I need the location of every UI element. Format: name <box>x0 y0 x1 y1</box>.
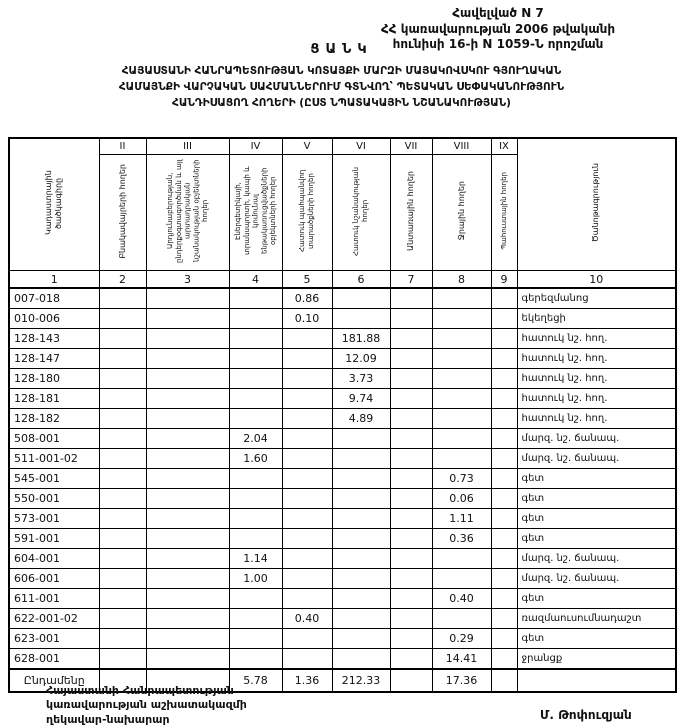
area-value-cell <box>390 529 432 549</box>
area-value-cell <box>229 369 282 389</box>
note-cell: գետ <box>517 509 676 529</box>
cadastral-code-cell: 508-001 <box>9 429 99 449</box>
area-value-cell <box>229 349 282 369</box>
area-value-cell <box>432 609 491 629</box>
area-value-cell: 0.36 <box>432 529 491 549</box>
area-value-cell <box>229 469 282 489</box>
area-value-cell <box>432 549 491 569</box>
cadastral-code-cell: 628-001 <box>9 649 99 670</box>
area-value-cell <box>390 549 432 569</box>
cadastral-code-cell: 623-001 <box>9 629 99 649</box>
area-value-cell <box>229 609 282 629</box>
area-value-cell <box>146 549 229 569</box>
table-row <box>9 329 676 349</box>
area-value-cell <box>491 549 517 569</box>
area-value-cell: 1.36 <box>282 669 332 692</box>
cadastral-code-cell: 128-143 <box>9 329 99 349</box>
area-value-cell <box>390 589 432 609</box>
area-value-cell <box>332 609 390 629</box>
area-value-cell <box>390 309 432 329</box>
area-value-cell <box>99 309 146 329</box>
header-cadastral-code <box>9 138 99 271</box>
subtitle-line-3: ՀԱՆԴԻՍԱՑՈՂ ՀՈՂԵՐԻ (ԸՍՏ ՆՊԱՏԱԿԱՅԻՆ ՆՇԱՆԱԿՈՒԹՅԱՆ) <box>172 96 511 109</box>
area-value-cell <box>332 288 390 309</box>
table-row <box>9 389 676 409</box>
table-row <box>9 409 676 429</box>
table-row <box>9 649 676 670</box>
total-label-cell: Ընդամենը <box>9 669 99 692</box>
area-value-cell <box>146 409 229 429</box>
area-value-cell <box>491 429 517 449</box>
area-value-cell <box>229 509 282 529</box>
area-value-cell: 1.14 <box>229 549 282 569</box>
area-value-cell <box>229 529 282 549</box>
cadastral-code-cell: 573-001 <box>9 509 99 529</box>
area-value-cell <box>491 349 517 369</box>
area-value-cell <box>146 429 229 449</box>
area-value-cell <box>146 349 229 369</box>
area-value-cell <box>146 469 229 489</box>
header-reserve-lands: Պահուստային հողեր <box>491 155 517 271</box>
cadastral-code-cell: 511-001-02 <box>9 449 99 469</box>
area-value-cell: 0.10 <box>282 309 332 329</box>
area-value-cell <box>432 288 491 309</box>
area-value-cell <box>332 309 390 329</box>
cadastral-code-cell: 128-182 <box>9 409 99 429</box>
note-cell: հատուկ նշ. հող. <box>517 389 676 409</box>
header-forest-lands: Անտառային հողեր <box>390 155 432 271</box>
area-value-cell <box>491 589 517 609</box>
table-row <box>9 449 676 469</box>
table-row <box>9 509 676 529</box>
area-value-cell <box>146 449 229 469</box>
area-value-cell <box>432 329 491 349</box>
note-cell: ռազմաուսումնադաշտ <box>517 609 676 629</box>
area-value-cell <box>146 589 229 609</box>
area-value-cell <box>390 649 432 670</box>
col-num-6: 6 <box>332 271 390 289</box>
area-value-cell: 0.86 <box>282 288 332 309</box>
area-value-cell <box>390 669 432 692</box>
note-cell: գետ <box>517 529 676 549</box>
area-value-cell: 3.73 <box>332 369 390 389</box>
header-settlement-lands: Բնակավայրերի հողեր <box>99 155 146 271</box>
roman-numeral-row <box>9 138 676 155</box>
area-value-cell <box>282 569 332 589</box>
subtitle-line-1: ՀԱՅԱՍՏԱՆԻ ՀԱՆՐԱՊԵՏՈՒԹՅԱՆ ԿՈՏԱՅՔԻ ՄԱՐԶԻ ՄԱՅԱԿՈՎՍԿՈՒ ԳՅՈՒՂԱԿԱՆ <box>121 65 562 77</box>
area-value-cell <box>390 629 432 649</box>
area-value-cell <box>282 409 332 429</box>
note-cell: գետ <box>517 629 676 649</box>
table-row <box>9 489 676 509</box>
area-value-cell <box>146 369 229 389</box>
note-cell: գերեզմանոց <box>517 288 676 309</box>
subtitle-line-2: ՀԱՄԱՅՆՔԻ ՎԱՐՉԱԿԱՆ ՍԱՀՄԱՆՆԵՐՈՒՄ ԳՏՆՎՈՂ՝ ՊԵՏԱԿԱՆ ՍԵՓԱԿԱՆՈՒԹՅՈՒՆ <box>118 80 565 93</box>
area-value-cell <box>332 549 390 569</box>
note-cell: գետ <box>517 489 676 509</box>
note-cell: հատուկ նշ. հող. <box>517 329 676 349</box>
area-value-cell <box>282 389 332 409</box>
cadastral-code-cell: 604-001 <box>9 549 99 569</box>
area-value-cell <box>332 589 390 609</box>
cadastral-code-cell: 128-147 <box>9 349 99 369</box>
area-value-cell <box>229 629 282 649</box>
area-value-cell <box>229 389 282 409</box>
area-value-cell <box>282 589 332 609</box>
area-value-cell <box>282 629 332 649</box>
area-value-cell <box>432 429 491 449</box>
area-value-cell <box>99 529 146 549</box>
roman-vii: VII <box>390 138 432 155</box>
area-value-cell <box>332 449 390 469</box>
area-value-cell <box>229 489 282 509</box>
column-number-row <box>9 271 676 289</box>
area-value-cell <box>491 529 517 549</box>
area-value-cell <box>146 649 229 670</box>
note-cell: գետ <box>517 469 676 489</box>
area-value-cell <box>146 569 229 589</box>
decree-line-2: հունիսի 16-ի N 1059-Ն որոշման <box>392 37 604 52</box>
area-value-cell <box>229 409 282 429</box>
area-value-cell: 2.04 <box>229 429 282 449</box>
area-value-cell <box>99 288 146 309</box>
area-value-cell <box>282 529 332 549</box>
note-cell: հատուկ նշ. հող. <box>517 349 676 369</box>
note-column-label: Ծանոթագրություն <box>591 163 601 243</box>
area-value-cell <box>491 489 517 509</box>
area-value-cell <box>282 329 332 349</box>
area-value-cell <box>432 389 491 409</box>
area-value-cell <box>146 609 229 629</box>
area-value-cell <box>282 509 332 529</box>
area-value-cell <box>146 288 229 309</box>
area-value-cell <box>332 569 390 589</box>
footer-office-block <box>46 684 247 727</box>
area-value-cell <box>282 549 332 569</box>
area-value-cell <box>99 389 146 409</box>
table-row <box>9 609 676 629</box>
note-cell: գետ <box>517 589 676 609</box>
area-value-cell <box>332 649 390 670</box>
note-cell: մարզ. նշ. ճանապ. <box>517 569 676 589</box>
area-value-cell <box>99 329 146 349</box>
area-value-cell <box>390 449 432 469</box>
area-value-cell <box>491 649 517 670</box>
area-value-cell <box>491 609 517 629</box>
area-value-cell: 212.33 <box>332 669 390 692</box>
area-value-cell <box>390 489 432 509</box>
area-value-cell <box>491 329 517 349</box>
area-value-cell <box>390 369 432 389</box>
area-value-cell <box>432 369 491 389</box>
area-value-cell <box>99 349 146 369</box>
land-categories-table <box>8 137 677 693</box>
area-value-cell <box>229 329 282 349</box>
area-value-cell <box>332 429 390 449</box>
cadastral-code-cell: 128-180 <box>9 369 99 389</box>
area-value-cell <box>432 569 491 589</box>
area-value-cell <box>229 649 282 670</box>
area-value-cell: 9.74 <box>332 389 390 409</box>
area-value-cell <box>491 669 517 692</box>
area-value-cell: 0.73 <box>432 469 491 489</box>
header-water-lands: Ջրային հողեր <box>432 155 491 271</box>
area-value-cell <box>146 329 229 349</box>
table-row <box>9 288 676 309</box>
area-value-cell <box>99 549 146 569</box>
document-subtitle <box>0 64 683 111</box>
area-value-cell <box>282 369 332 389</box>
table-row <box>9 529 676 549</box>
note-cell: հատուկ նշ. հող. <box>517 369 676 389</box>
area-value-cell <box>432 349 491 369</box>
area-value-cell <box>491 449 517 469</box>
note-cell: մարզ. նշ. ճանապ. <box>517 549 676 569</box>
area-value-cell <box>282 449 332 469</box>
table-body <box>9 288 676 692</box>
area-value-cell <box>146 309 229 329</box>
col-num-3: 3 <box>146 271 229 289</box>
cadastral-code-cell: 606-001 <box>9 569 99 589</box>
area-value-cell <box>491 509 517 529</box>
area-value-cell <box>146 489 229 509</box>
col-num-7: 7 <box>390 271 432 289</box>
annex-number: Հավելված N 7 <box>452 6 544 20</box>
table-row <box>9 309 676 329</box>
area-value-cell <box>282 469 332 489</box>
area-value-cell <box>99 509 146 529</box>
cadastral-code-cell: 611-001 <box>9 589 99 609</box>
table-row <box>9 589 676 609</box>
roman-vi: VI <box>332 138 390 155</box>
area-value-cell <box>432 309 491 329</box>
area-value-cell: 0.06 <box>432 489 491 509</box>
col-num-2: 2 <box>99 271 146 289</box>
cadastral-code-cell: 128-181 <box>9 389 99 409</box>
area-value-cell <box>390 469 432 489</box>
area-value-cell <box>332 509 390 529</box>
document-title: ՑԱՆԿ <box>310 42 373 57</box>
table-row <box>9 349 676 369</box>
note-cell: եկեղեցի <box>517 309 676 329</box>
area-value-cell: 1.60 <box>229 449 282 469</box>
roman-ii: II <box>99 138 146 155</box>
area-value-cell: 1.11 <box>432 509 491 529</box>
table-row <box>9 569 676 589</box>
area-value-cell: 14.41 <box>432 649 491 670</box>
footer-line-3: ղեկավար-նախարար <box>46 712 170 726</box>
area-value-cell <box>99 649 146 670</box>
table-row <box>9 369 676 389</box>
decree-line-1: ՀՀ կառավարության 2006 թվականի <box>380 21 616 36</box>
roman-viii: VIII <box>432 138 491 155</box>
area-value-cell <box>99 449 146 469</box>
area-value-cell <box>99 609 146 629</box>
col-num-5: 5 <box>282 271 332 289</box>
footer-line-1: Հայաստանի Հանրապետության <box>46 684 234 697</box>
area-value-cell <box>491 409 517 429</box>
area-value-cell: 181.88 <box>332 329 390 349</box>
note-cell <box>517 669 676 692</box>
area-value-cell: 0.40 <box>432 589 491 609</box>
col-num-9: 9 <box>491 271 517 289</box>
area-value-cell <box>99 369 146 389</box>
area-value-cell <box>491 569 517 589</box>
area-value-cell <box>146 509 229 529</box>
area-value-cell <box>332 489 390 509</box>
area-value-cell <box>99 569 146 589</box>
area-value-cell <box>390 288 432 309</box>
area-value-cell <box>99 409 146 429</box>
area-value-cell: 0.29 <box>432 629 491 649</box>
roman-iii: III <box>146 138 229 155</box>
area-value-cell <box>99 429 146 449</box>
area-value-cell <box>99 589 146 609</box>
cadastral-code-label: Կադաստրային ծածկագիրը <box>44 170 64 236</box>
cadastral-code-cell: 007-018 <box>9 288 99 309</box>
area-value-cell <box>282 489 332 509</box>
area-value-cell <box>332 529 390 549</box>
area-value-cell <box>390 569 432 589</box>
area-value-cell <box>491 389 517 409</box>
col-num-8: 8 <box>432 271 491 289</box>
area-value-cell: 4.89 <box>332 409 390 429</box>
cadastral-code-cell: 591-001 <box>9 529 99 549</box>
col-num-1: 1 <box>9 271 99 289</box>
area-value-cell <box>390 349 432 369</box>
header-protected-lands: Հատուկ պահպանվող տարածքների հողեր <box>282 155 332 271</box>
area-value-cell <box>390 329 432 349</box>
area-value-cell <box>229 589 282 609</box>
area-value-cell <box>99 469 146 489</box>
area-value-cell <box>146 629 229 649</box>
area-value-cell <box>282 649 332 670</box>
note-cell: մարզ. նշ. ճանապ. <box>517 429 676 449</box>
header-industrial-lands: Արդյունաբերության, ընդերքօգտագործման և այլ արտադրական նշանակության օբյեկտների հողեր <box>146 155 229 271</box>
cadastral-code-cell: 545-001 <box>9 469 99 489</box>
area-value-cell <box>491 288 517 309</box>
table-row <box>9 469 676 489</box>
note-cell: մարզ. նշ. ճանապ. <box>517 449 676 469</box>
header-infrastructure-lands: Էներգետիկայի, տրանսպորտի, կապի և կոմունալ ենթակառուցվածքների օբյեկտների հողեր <box>229 155 282 271</box>
area-value-cell: 12.09 <box>332 349 390 369</box>
area-value-cell <box>282 349 332 369</box>
area-value-cell <box>146 529 229 549</box>
area-value-cell <box>432 409 491 429</box>
header-note-column <box>517 138 676 271</box>
table-row <box>9 629 676 649</box>
area-value-cell <box>390 509 432 529</box>
cadastral-code-cell: 010-006 <box>9 309 99 329</box>
col-num-10: 10 <box>517 271 676 289</box>
note-cell: հատուկ նշ. հող. <box>517 409 676 429</box>
cadastral-code-cell: 550-001 <box>9 489 99 509</box>
area-value-cell <box>491 469 517 489</box>
area-value-cell: 1.00 <box>229 569 282 589</box>
area-value-cell <box>390 389 432 409</box>
area-value-cell <box>491 309 517 329</box>
area-value-cell: 5.78 <box>229 669 282 692</box>
area-value-cell: 0.40 <box>282 609 332 629</box>
header-special-purpose-lands: Հատուկ նշանակության հողեր <box>332 155 390 271</box>
roman-v: V <box>282 138 332 155</box>
signature-name: Մ. Թոփուզյան <box>540 708 632 722</box>
roman-ix: IX <box>491 138 517 155</box>
area-value-cell <box>99 489 146 509</box>
area-value-cell <box>390 409 432 429</box>
area-value-cell <box>229 288 282 309</box>
footer-line-2: կառավարության աշխատակազմի <box>46 698 247 712</box>
area-value-cell <box>146 389 229 409</box>
area-value-cell <box>432 449 491 469</box>
area-value-cell <box>491 369 517 389</box>
note-cell: ջրանցք <box>517 649 676 670</box>
area-value-cell <box>282 429 332 449</box>
table-row <box>9 549 676 569</box>
area-value-cell <box>390 429 432 449</box>
area-value-cell <box>99 629 146 649</box>
area-value-cell <box>491 629 517 649</box>
area-value-cell: 17.36 <box>432 669 491 692</box>
area-value-cell <box>229 309 282 329</box>
table-row <box>9 429 676 449</box>
area-value-cell <box>390 609 432 629</box>
cadastral-code-cell: 622-001-02 <box>9 609 99 629</box>
area-value-cell <box>332 629 390 649</box>
col-num-4: 4 <box>229 271 282 289</box>
roman-iv: IV <box>229 138 282 155</box>
area-value-cell <box>332 469 390 489</box>
